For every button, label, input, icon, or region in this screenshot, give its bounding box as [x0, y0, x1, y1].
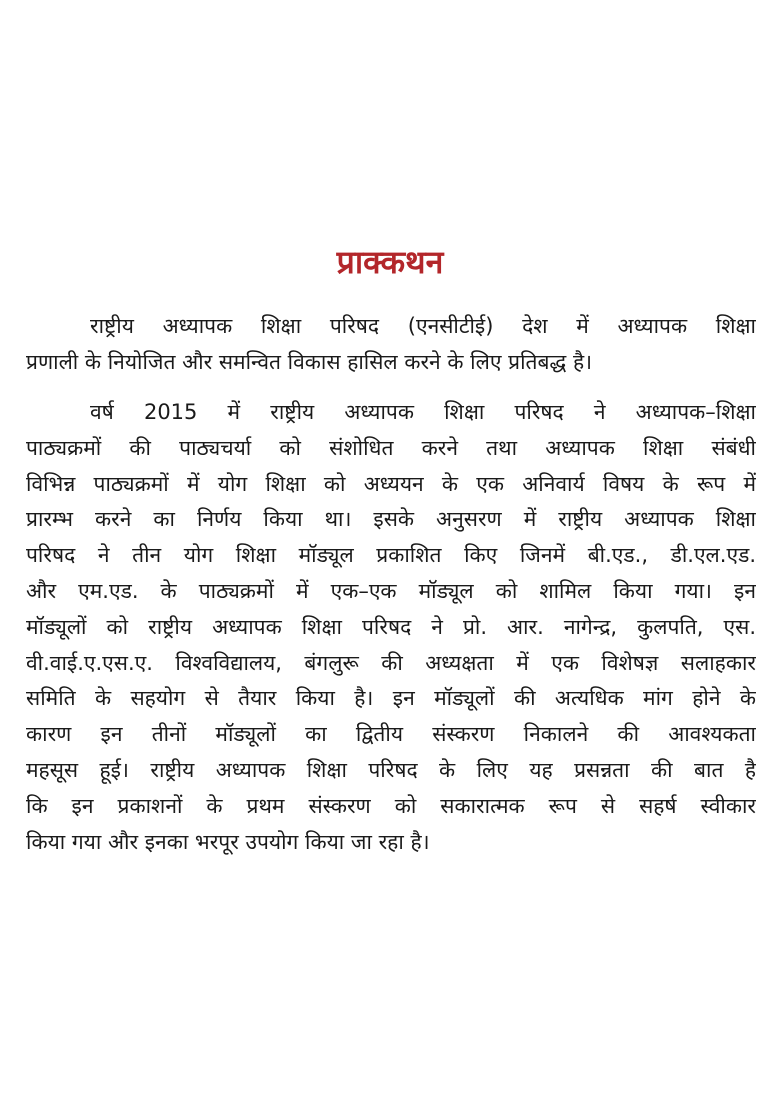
page-title: प्राक्कथन	[336, 243, 444, 281]
text-line: कि इन प्रकाशनों के प्रथम संस्करण को सकारात्मक रूप से सहर्ष स्वीकार	[26, 793, 756, 818]
paragraph-2	[26, 395, 756, 860]
text-line: वर्ष 2015 में राष्ट्रीय अध्यापक शिक्षा परिषद ने अध्यापक–शिक्षा	[90, 400, 756, 424]
text-line: समिति के सहयोग से तैयार किया है। इन मॉड्यूलों की अत्यधिक मांग होने के	[26, 686, 756, 711]
text-line: किया गया और इनका भरपूर उपयोग किया जा रहा है।	[26, 829, 430, 854]
text-line: और एम.एड. के पाठ्यक्रमों में एक–एक मॉड्यूल को शामिल किया गया। इन	[26, 578, 756, 603]
text-line: महसूस हूई। राष्ट्रीय अध्यापक शिक्षा परिषद के लिए यह प्रसन्नता की बात है	[26, 757, 756, 782]
text-line: पाठ्यक्रमों की पाठ्यचर्या को संशोधित करने तथा अध्यापक शिक्षा संबंधी	[26, 435, 756, 460]
text-line: परिषद ने तीन योग शिक्षा मॉड्यूल प्रकाशित किए जिनमें बी.एड., डी.एल.एड.	[26, 543, 756, 568]
text-line: प्रणाली के नियोजित और समन्वित विकास हासिल करने के लिए प्रतिबद्ध है।	[26, 349, 593, 374]
text-line: कारण इन तीनों मॉड्यूलों का द्वितीय संस्करण निकालने की आवश्यकता	[26, 722, 756, 747]
paragraph-1	[26, 309, 756, 381]
text-line: मॉड्यूलों को राष्ट्रीय अध्यापक शिक्षा परिषद ने प्रो. आर. नागेन्द्र, कुलपति, एस.	[26, 614, 756, 639]
text-line: वी.वाई.ए.एस.ए. विश्वविद्यालय, बंगलुरू की अध्यक्षता में एक विशेषज्ञ सलाहकार	[26, 650, 756, 675]
text-line: विभिन्न पाठ्यक्रमों में योग शिक्षा को अध्ययन के एक अनिवार्य विषय के रूप में	[26, 471, 756, 496]
text-line: प्रारम्भ करने का निर्णय किया था। इसके अनुसरण में राष्ट्रीय अध्यापक शिक्षा	[26, 507, 756, 532]
text-line: राष्ट्रीय अध्यापक शिक्षा परिषद (एनसीटीई) देश में अध्यापक शिक्षा	[90, 314, 756, 338]
